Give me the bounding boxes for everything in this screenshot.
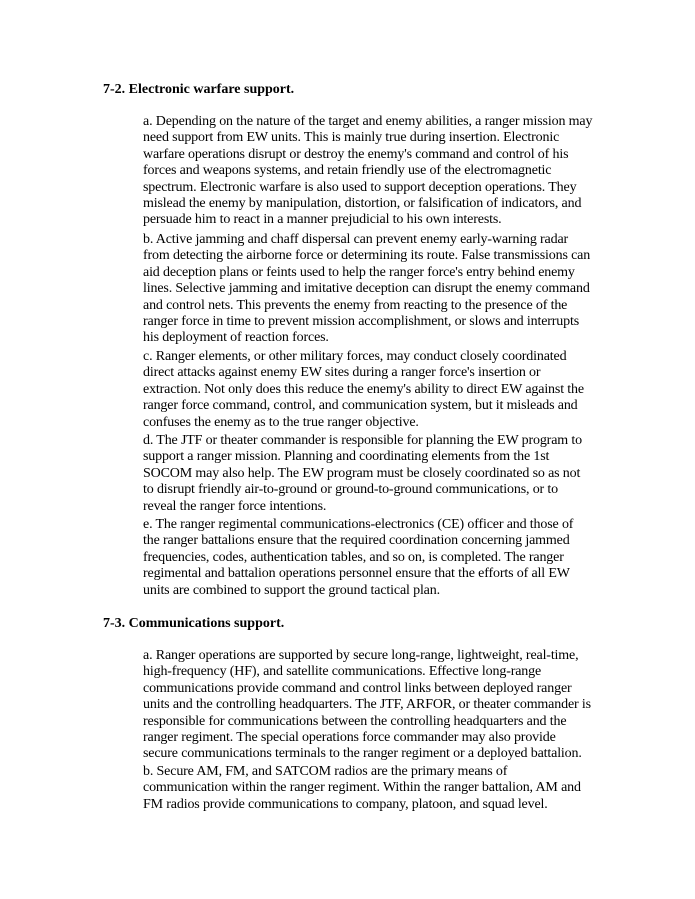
text-line: spectrum. Electronic warfare is also used to support deception operations. They bbox=[143, 179, 577, 195]
text-line: mislead the enemy by manipulation, distortion, or falsification of indicators, and bbox=[143, 196, 582, 212]
text-line: extraction. Not only does this reduce the enemy's ability to direct EW against the bbox=[143, 381, 584, 397]
text-line: a. Ranger operations are supported by secure long-range, lightweight, real-time, bbox=[143, 648, 579, 663]
text-line: d. The JTF or theater commander is responsible for planning the EW program to bbox=[143, 433, 582, 448]
text-line: units and the controlling headquarters. The JTF, ARFOR, or theater commander is bbox=[143, 697, 591, 713]
text-line: regimental and battalion operations personnel ensure that the efforts of all EW bbox=[143, 566, 570, 582]
text-line: c. Ranger elements, or other military forces, may conduct closely coordinated bbox=[143, 349, 567, 364]
text-line: high-frequency (HF), and satellite communications. Effective long-range bbox=[143, 664, 542, 680]
paragraph-7-2-a bbox=[143, 114, 598, 229]
text-line: need support from EW units. This is mainly true during insertion. Electronic bbox=[143, 130, 560, 146]
text-line: ranger regiment. The special operations force commander may also provide bbox=[143, 730, 556, 746]
paragraph-7-3-b bbox=[143, 764, 598, 813]
text-line: lines. Selective jamming and imitative deception can disrupt the enemy command bbox=[143, 281, 590, 297]
text-line: FM radios provide communications to company, platoon, and squad level. bbox=[143, 796, 548, 812]
text-line: the ranger battalions ensure that the required coordination concerning jammed bbox=[143, 533, 570, 549]
text-line: ranger force command, control, and communication system, but it misleads and bbox=[143, 398, 578, 414]
text-line: secure communications terminals to the ranger regiment or a deployed battalion. bbox=[143, 746, 582, 762]
paragraph-7-2-d bbox=[143, 433, 598, 515]
text-line: communications provide command and control links between deployed ranger bbox=[143, 680, 572, 696]
text-line: frequencies, codes, authentication tables, and so on, is completed. The ranger bbox=[143, 549, 564, 565]
section-heading: 7-3. Communications support. bbox=[103, 616, 285, 631]
text-line: ranger force in time to prevent mission accomplishment, or slows and interrupts bbox=[143, 314, 580, 330]
text-line: support a ranger mission. Planning and coordinating elements from the 1st bbox=[143, 449, 550, 465]
text-line: e. The ranger regimental communications-electronics (CE) officer and those of bbox=[143, 517, 574, 532]
text-line: responsible for communications between the controlling headquarters and the bbox=[143, 713, 567, 729]
text-line: SOCOM may also help. The EW program must be closely coordinated so as not bbox=[143, 465, 581, 481]
paragraph-7-2-b bbox=[143, 232, 598, 347]
text-line: warfare operations disrupt or destroy the enemy's command and control of his bbox=[143, 146, 569, 162]
paragraph-7-2-c bbox=[143, 349, 598, 431]
text-line: b. Secure AM, FM, and SATCOM radios are the primary means of bbox=[143, 764, 508, 779]
paragraph-7-3-a bbox=[143, 648, 598, 763]
text-line: aid deception plans or feints used to help the ranger force's entry behind enemy bbox=[143, 264, 575, 280]
text-line: direct attacks against enemy EW sites during a ranger force's insertion or bbox=[143, 365, 541, 381]
text-line: communication within the ranger regiment. Within the ranger battalion, AM and bbox=[143, 780, 581, 796]
text-line: b. Active jamming and chaff dispersal can prevent enemy early-warning radar bbox=[143, 232, 569, 247]
section-heading: 7-2. Electronic warfare support. bbox=[103, 82, 295, 97]
text-line: his deployment of reaction forces. bbox=[143, 330, 329, 346]
text-line: from detecting the airborne force or determining its route. False transmissions can bbox=[143, 248, 591, 264]
text-line: units are combined to support the ground tactical plan. bbox=[143, 582, 440, 598]
text-line: persuade him to react in a manner prejudicial to his own interests. bbox=[143, 212, 502, 228]
text-line: forces and weapons systems, and retain friendly use of the electromagnetic bbox=[143, 163, 552, 179]
text-line: a. Depending on the nature of the target and enemy abilities, a ranger mission may bbox=[143, 114, 593, 129]
text-line: to disrupt friendly air-to-ground or ground-to-ground communications, or to bbox=[143, 482, 558, 498]
text-line: reveal the ranger force intentions. bbox=[143, 498, 327, 514]
text-line: and control nets. This prevents the enemy from reacting to the presence of the bbox=[143, 297, 568, 313]
text-line: confuses the enemy as to the true ranger objective. bbox=[143, 414, 419, 430]
paragraph-7-2-e bbox=[143, 517, 598, 599]
